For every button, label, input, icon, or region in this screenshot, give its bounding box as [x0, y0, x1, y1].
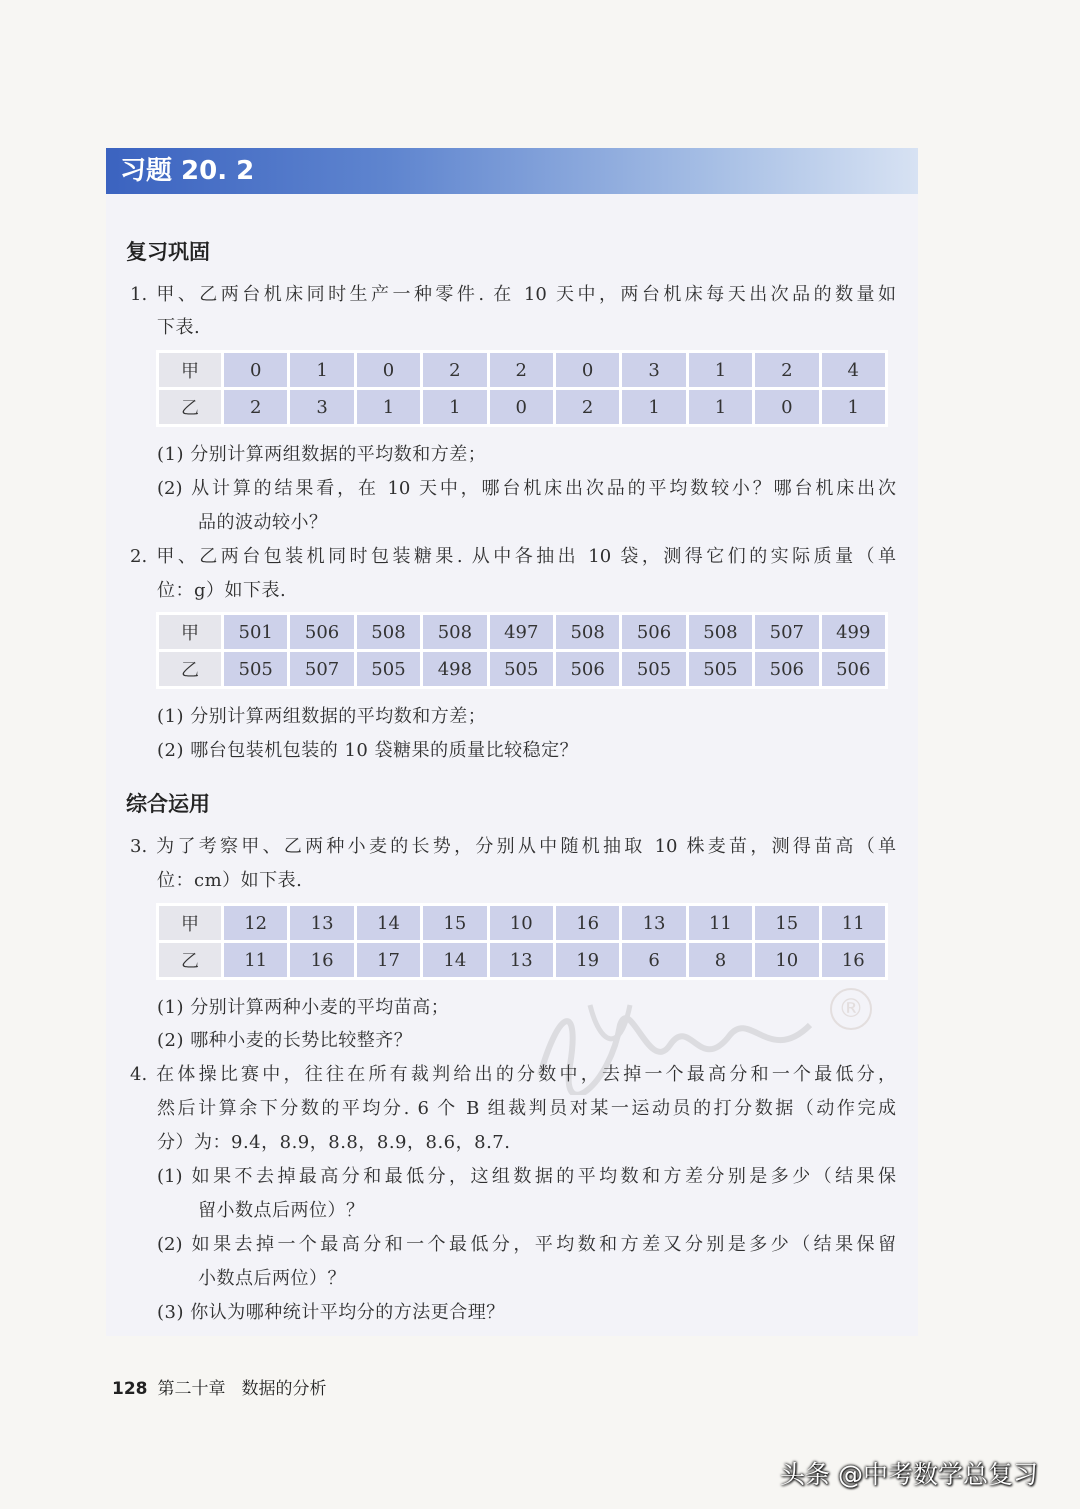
table-cell: 4: [822, 353, 885, 387]
table-cell: 505: [689, 652, 752, 686]
table-cell: 505: [622, 652, 685, 686]
q1-sub2-line1: (2) 从计算的结果看，在 10 天中，哪台机床出次品的平均数较小？哪台机床出次: [157, 478, 896, 499]
page-number: 128: [112, 1379, 148, 1399]
q4-sub1-line2: 留小数点后两位）？: [198, 1200, 365, 1221]
table-cell: 506: [822, 652, 885, 686]
table-cell: 1: [290, 353, 353, 387]
q1-text-line1: 1. 甲、乙两台机床同时生产一种零件. 在 10 天中，两台机床每天出次品的数量如: [130, 284, 896, 305]
table-cell: 505: [224, 652, 287, 686]
row-label: 乙: [159, 390, 221, 424]
table-cell: 508: [689, 615, 752, 649]
table-cell: 505: [490, 652, 553, 686]
q1-sub1: (1) 分别计算两组数据的平均数和方差；: [157, 444, 487, 465]
table-row: [159, 906, 885, 940]
table-cell: 11: [822, 906, 885, 940]
table-cell: 497: [490, 615, 553, 649]
table-cell: 16: [822, 943, 885, 977]
page-footer: [112, 1374, 327, 1399]
table-cell: 508: [423, 615, 486, 649]
q3-table: [156, 903, 888, 980]
table-cell: 506: [622, 615, 685, 649]
table-cell: 11: [689, 906, 752, 940]
table-cell: 0: [755, 390, 818, 424]
table-cell: 11: [224, 943, 287, 977]
table-cell: 13: [290, 906, 353, 940]
q2-text-line1: 2. 甲、乙两台包装机同时包装糖果. 从中各抽出 10 袋，测得它们的实际质量（单: [130, 546, 896, 567]
table-cell: 13: [622, 906, 685, 940]
table-cell: 498: [423, 652, 486, 686]
table-cell: 14: [357, 906, 420, 940]
q4-text-line3: 分）为：9.4，8.9，8.8，8.9，8.6，8.7.: [157, 1132, 511, 1153]
table-cell: 12: [224, 906, 287, 940]
table-cell: 0: [490, 390, 553, 424]
table-cell: 1: [622, 390, 685, 424]
table-cell: 19: [556, 943, 619, 977]
table-cell: 501: [224, 615, 287, 649]
table-cell: 15: [423, 906, 486, 940]
registered-mark: ®: [830, 988, 872, 1030]
table-cell: 3: [290, 390, 353, 424]
table-cell: 3: [622, 353, 685, 387]
q1-sub2-line2: 品的波动较小？: [198, 512, 328, 533]
q4-text-line1: 4. 在体操比赛中，往往在所有裁判给出的分数中，去掉一个最高分和一个最低分，: [130, 1064, 896, 1085]
table-cell: 13: [490, 943, 553, 977]
q3-sub2: (2) 哪种小麦的长势比较整齐？: [157, 1030, 413, 1051]
table-cell: 8: [689, 943, 752, 977]
table-row: [159, 615, 885, 649]
q2-sub2: (2) 哪台包装机包装的 10 袋糖果的质量比较稳定？: [157, 740, 579, 761]
table-row: [159, 652, 885, 686]
q4-sub3: (3) 你认为哪种统计平均分的方法更合理？: [157, 1302, 505, 1323]
q4-sub2-line1: (2) 如果去掉一个最高分和一个最低分，平均数和方差又分别是多少（结果保留: [157, 1234, 896, 1255]
table-cell: 2: [423, 353, 486, 387]
table-cell: 1: [822, 390, 885, 424]
table-cell: 0: [357, 353, 420, 387]
table-row: [159, 390, 885, 424]
table-cell: 2: [755, 353, 818, 387]
q3-sub1: (1) 分别计算两种小麦的平均苗高；: [157, 997, 450, 1018]
table-cell: 17: [357, 943, 420, 977]
table-cell: 507: [755, 615, 818, 649]
table-cell: 14: [423, 943, 486, 977]
table-cell: 16: [290, 943, 353, 977]
q3-text-line2: 位：cm）如下表.: [157, 870, 303, 891]
table-cell: 16: [556, 906, 619, 940]
q2-sub1: (1) 分别计算两组数据的平均数和方差；: [157, 706, 487, 727]
row-label: 甲: [159, 906, 221, 940]
row-label: 甲: [159, 353, 221, 387]
table-cell: 1: [423, 390, 486, 424]
table-cell: 506: [755, 652, 818, 686]
chapter-title: 数据的分析: [241, 1379, 327, 1399]
row-label: 甲: [159, 615, 221, 649]
table-cell: 0: [224, 353, 287, 387]
table-cell: 10: [490, 906, 553, 940]
q4-sub1-line1: (1) 如果不去掉最高分和最低分，这组数据的平均数和方差分别是多少（结果保: [157, 1166, 896, 1187]
table-cell: 6: [622, 943, 685, 977]
table-cell: 1: [689, 353, 752, 387]
section-title-review: 复习巩固: [126, 240, 210, 264]
table-cell: 507: [290, 652, 353, 686]
row-label: 乙: [159, 943, 221, 977]
table-cell: 2: [556, 390, 619, 424]
table-cell: 506: [290, 615, 353, 649]
q1-table: [156, 350, 888, 427]
q2-table: [156, 612, 888, 689]
table-cell: 1: [689, 390, 752, 424]
q3-text-line1: 3. 为了考察甲、乙两种小麦的长势，分别从中随机抽取 10 株麦苗，测得苗高（单: [130, 836, 896, 857]
table-cell: 15: [755, 906, 818, 940]
table-cell: 0: [556, 353, 619, 387]
exercise-title: 习题 20. 2: [120, 156, 255, 186]
chapter-label: 第二十章: [157, 1379, 226, 1399]
table-cell: 508: [556, 615, 619, 649]
q4-sub2-line2: 小数点后两位）？: [198, 1268, 346, 1289]
table-cell: 1: [357, 390, 420, 424]
table-cell: 505: [357, 652, 420, 686]
table-cell: 499: [822, 615, 885, 649]
table-row: [159, 353, 885, 387]
table-cell: 508: [357, 615, 420, 649]
source-watermark: 头条 @中考数学总复习: [780, 1460, 1038, 1489]
table-cell: 10: [755, 943, 818, 977]
table-cell: 506: [556, 652, 619, 686]
row-label: 乙: [159, 652, 221, 686]
table-cell: 2: [490, 353, 553, 387]
q4-text-line2: 然后计算余下分数的平均分. 6 个 B 组裁判员对某一运动员的打分数据（动作完成: [157, 1098, 896, 1119]
table-cell: 2: [224, 390, 287, 424]
section-title-apply: 综合运用: [126, 792, 210, 816]
table-row: [159, 943, 885, 977]
q1-text-line2: 下表.: [157, 317, 201, 338]
q2-text-line2: 位：g）如下表.: [157, 580, 287, 601]
